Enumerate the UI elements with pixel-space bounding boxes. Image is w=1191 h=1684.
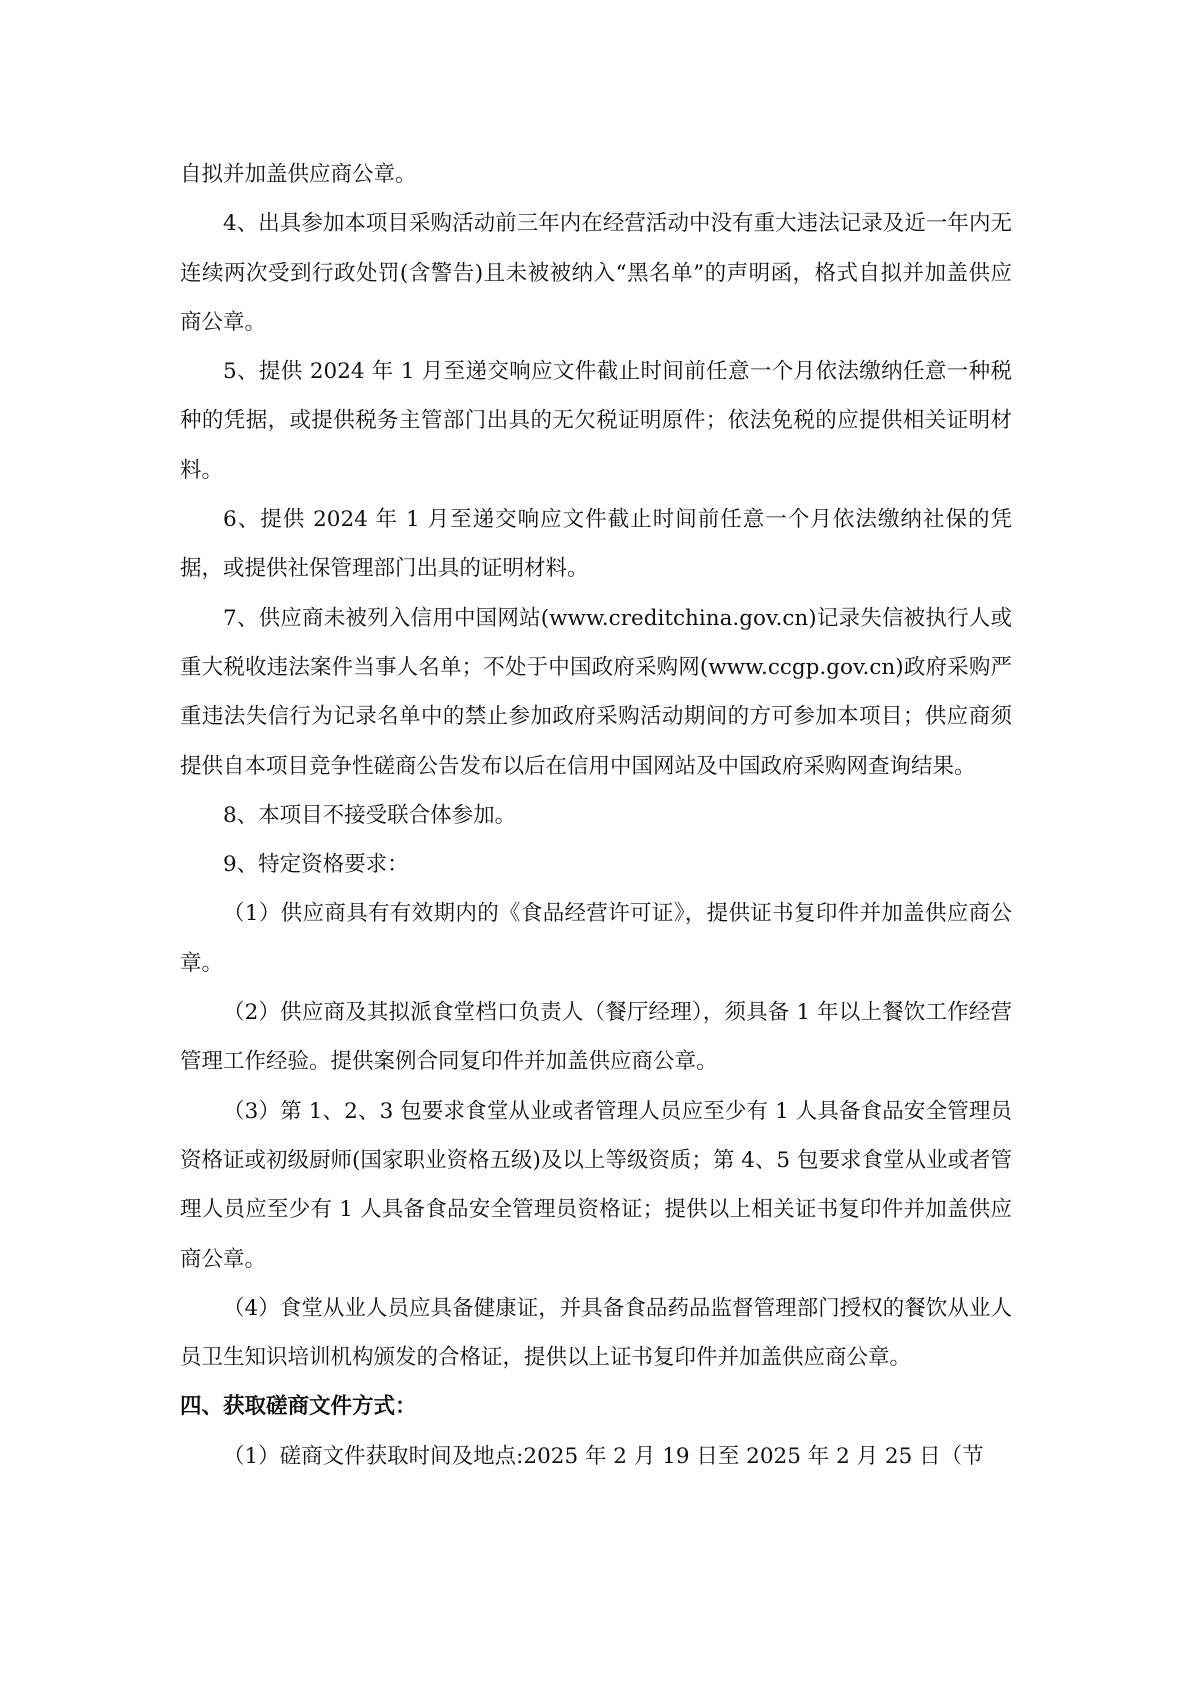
- paragraph-requirement-2: （2）供应商及其拟派食堂档口负责人（餐厅经理），须具备 1 年以上餐饮工作经营管理工作经验。提供案例合同复印件并加盖供应商公章。: [180, 1000, 1012, 1075]
- paragraph-requirement-1: （1）供应商具有有效期内的《食品经营许可证》，提供证书复印件并加盖供应商公章。: [180, 901, 1012, 976]
- document-body: [180, 150, 1012, 1481]
- paragraph-requirement-3: （3）第 1、2、3 包要求食堂从业或者管理人员应至少有 1 人具备食品安全管理员资格证或初级厨师(国家职业资格五级)及以上等级资质；第 4、5 包要求食堂从业或者管理人员应至少有 1 人具备食品安全管理员资格证；提供以上相关证书复印件并加盖供应商公章。: [180, 1098, 1012, 1272]
- paragraph-item-4-declaration: 4、出具参加本项目采购活动前三年内在经营活动中没有重大违法记录及近一年内无连续两次受到行政处罚(含警告)且未被被纳入“黑名单”的声明函，格式自拟并加盖供应商公章。: [180, 211, 1012, 335]
- paragraph-seal-continuation: 自拟并加盖供应商公章。: [180, 162, 417, 187]
- paragraph-item-7-credit: 7、供应商未被列入信用中国网站(www.creditchina.gov.cn)记录失信被执行人或重大税收违法案件当事人名单；不处于中国政府采购网(www.ccgp.gov.cn)政府采购严重违法失信行为记录名单中的禁止参加政府采购活动期间的方可参加本项目；供应商须提供自本项目竞争性磋商公告发布以后在信用中国网站及中国政府采购网查询结果。: [180, 605, 1012, 779]
- paragraph-document-acquisition: （1）磋商文件获取时间及地点:2025 年 2 月 19 日至 2025 年 2 月 25 日（节: [223, 1443, 984, 1469]
- section-heading-4: 四、获取磋商文件方式：: [180, 1394, 417, 1420]
- paragraph-item-5-tax: 5、提供 2024 年 1 月至递交响应文件截止时间前任意一个月依法缴纳任意一种税种的凭据，或提供税务主管部门出具的无欠税证明原件；依法免税的应提供相关证明材料。: [180, 359, 1012, 483]
- paragraph-item-8-consortium: 8、本项目不接受联合体参加。: [223, 802, 517, 828]
- paragraph-requirement-4: （4）食堂从业人员应具备健康证，并具备食品药品监督管理部门授权的餐饮从业人员卫生知识培训机构颁发的合格证，提供以上证书复印件并加盖供应商公章。: [180, 1295, 1012, 1371]
- paragraph-item-9-specific-requirements: 9、特定资格要求：: [223, 852, 409, 878]
- paragraph-item-6-social-security: 6、提供 2024 年 1 月至递交响应文件截止时间前任意一个月依法缴纳社保的凭据，或提供社保管理部门出具的证明材料。: [180, 507, 1012, 582]
